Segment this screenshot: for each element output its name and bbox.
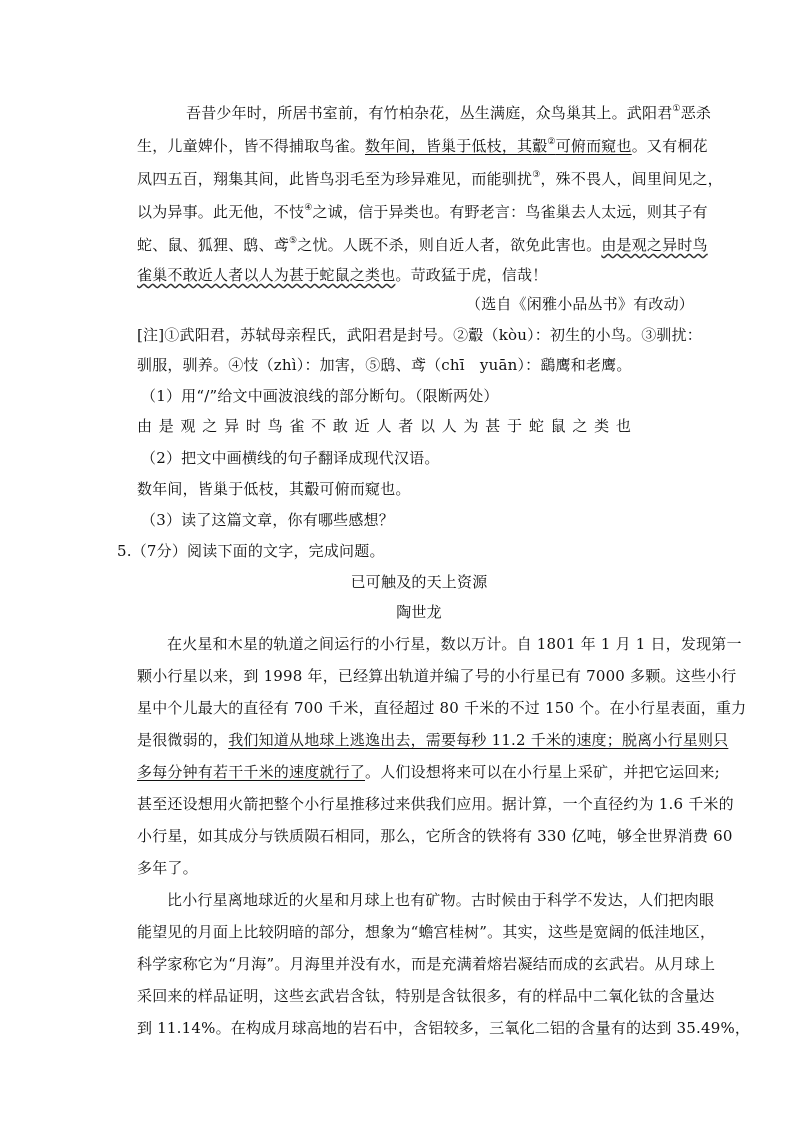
passage2-line4: 是很微弱的，我们知道从地球上逃逸出去，需要每秒 11.2 千米的速度；脱离小行星则只 xyxy=(137,731,729,749)
footnote-marker: ① xyxy=(672,104,681,114)
passage2-line11: 科学家称它为“月海”。月海里并没有水，而是充满着熔岩凝结而成的玄武岩。从月球上 xyxy=(137,955,716,973)
passage2-line8: 多年了。 xyxy=(137,859,198,877)
wavy-underlined-text: 由是观之异时鸟 xyxy=(601,236,708,254)
underlined-sentence: 多每分钟有若干千米的速度就行了 xyxy=(137,763,366,781)
question-1: （1）用“/”给文中画波浪线的部分断句。（限断两处） xyxy=(141,387,499,405)
question-2-answer: 数年间，皆巢于低枝，其鷇可俯而窥也。 xyxy=(137,480,411,498)
passage2-line10: 能望见的月面上比较阴暗的部分，想象为“蟾宫桂树”。其实，这些是宽阔的低洼地区， xyxy=(137,923,716,941)
passage2-line1: 在火星和木星的轨道之间运行的小行星，数以万计。自 1801 年 1 月 1 日，发现第一 xyxy=(167,635,742,653)
passage1-line5: 蛇、鼠、狐狸、鸱、鸢⑤之忧。人既不杀，则自近人者，欲免此害也。由是观之异时鸟 xyxy=(137,236,708,254)
passage1-line3: 凤四五百，翔集其间，此皆鸟羽毛至为珍异难见，而能驯扰③，殊不畏人，闾里间见之， xyxy=(137,170,723,188)
question-3: （3）读了这篇文章，你有哪些感想？ xyxy=(141,511,394,529)
translate-sentence: 数年间，皆巢于低枝，其鷇②可俯而窥也 xyxy=(365,137,632,155)
article-author: 陶世龙 xyxy=(396,603,442,621)
notes-line2: 驯服，驯养。④忮（zhì）：加害，⑤鸱、鸢（chī yuān）：鷂鹰和老鹰。 xyxy=(137,356,632,374)
passage1-line6: 雀巢不敢近人者以人为甚于蛇鼠之类也。苛政猛于虎，信哉！ xyxy=(137,266,548,284)
footnote-marker: ⑤ xyxy=(289,236,298,246)
article-title: 已可触及的天上资源 xyxy=(350,573,488,591)
passage1-line1: 吾昔少年时，所居书室前，有竹柏杂花，丛生满庭，众鸟巢其上。武阳君①恶杀 xyxy=(186,104,712,122)
passage2-line6: 甚至还设想用火箭把整个小行星推移过来供我们应用。据计算，一个直径约为 1.6 千米的 xyxy=(137,795,734,813)
passage2-line5: 多每分钟有若干千米的速度就行了。人们设想将来可以在小行星上采矿，并把它运回来; xyxy=(137,763,720,781)
question-1-answer: 由 是 观 之 异 时 鸟 雀 不 敢 近 人 者 以 人 为 甚 于 蛇 鼠 之 类 也 xyxy=(137,417,632,435)
passage2-line13: 到 11.14%。在构成月球高地的岩石中，含铝较多，三氧化二铝的含量有的达到 35.49%， xyxy=(137,1019,751,1037)
question-2: （2）把文中画横线的句子翻译成现代汉语。 xyxy=(141,449,440,467)
footnote-marker: ③ xyxy=(532,170,541,180)
section-5-header: 5.（7分）阅读下面的文字，完成问题。 xyxy=(117,542,385,560)
footnote-marker: ④ xyxy=(304,203,313,213)
underlined-sentence: 我们知道从地球上逃逸出去，需要每秒 11.2 千米的速度；脱离小行星则只 xyxy=(228,731,729,749)
passage2-line7: 小行星，如其成分与铁质陨石相同，那么，它所含的铁将有 330 亿吨，够全世界消费 60 xyxy=(137,827,733,845)
passage2-line2: 颗小行星以来，到 1998 年，已经算出轨道并编了号的小行星已有 7000 多颗。这些小行 xyxy=(137,667,737,685)
wavy-underlined-text: 雀巢不敢近人者以人为甚于蛇鼠之类也 xyxy=(137,266,396,284)
passage1-line4: 以为异事。此无他，不忮④之诚，信于异类也。有野老言：鸟雀巢去人太远，则其子有 xyxy=(137,203,708,221)
passage2-line9: 比小行星离地球近的火星和月球上也有矿物。古时候由于科学不发达，人们把肉眼 xyxy=(167,891,715,909)
notes-line1: [注]①武阳君，苏轼母亲程氏，武阳君是封号。②鷇（kòu）：初生的小鸟。③驯扰： xyxy=(137,326,702,344)
passage1-line2: 生，儿童婢仆，皆不得捕取鸟雀。数年间，皆巢于低枝，其鷇②可俯而窥也。又有桐花 xyxy=(137,137,708,155)
source-citation: （选自《闲雅小品丛书》有改动） xyxy=(466,295,695,313)
passage2-line12: 采回来的样品证明，这些玄武岩含钛，特别是含钛很多，有的样品中二氧化钛的含量达 xyxy=(137,987,715,1005)
footnote-marker: ② xyxy=(547,137,556,147)
passage2-line3: 星中个儿最大的直径有 700 千米，直径超过 80 千米的不过 150 个。在小行星表面，重力 xyxy=(137,699,747,717)
